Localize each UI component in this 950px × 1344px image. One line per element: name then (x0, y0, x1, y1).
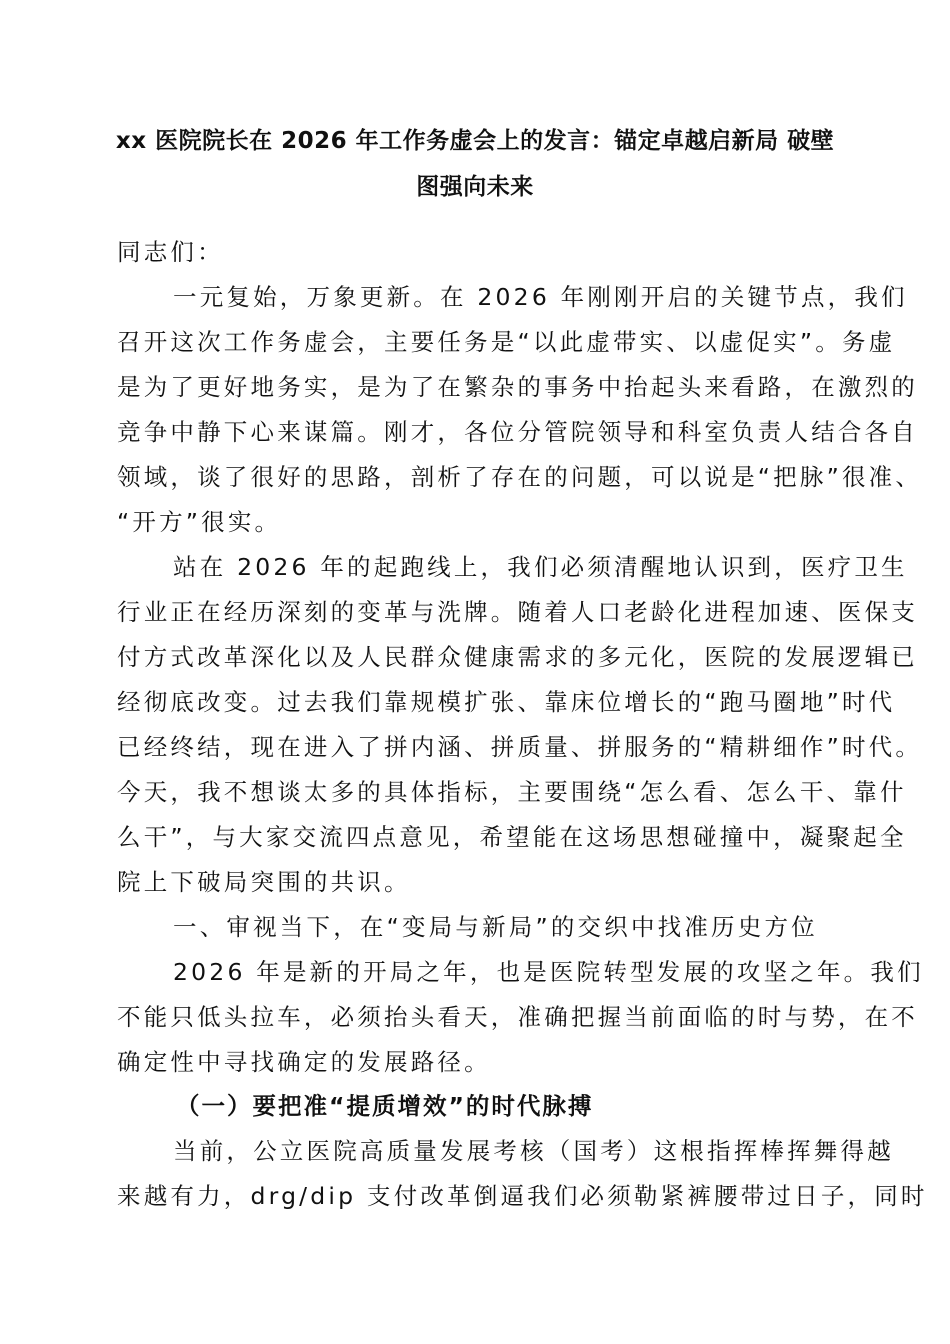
body-line: 站在 2026 年的起跑线上，我们必须清醒地认识到，医疗卫生 (173, 553, 908, 581)
body-line: 当前，公立医院高质量发展考核（国考）这根指挥棒挥舞得越 (173, 1137, 894, 1165)
body-line: 不能只低头拉车，必须抬头看天，准确把握当前面临的时与势，在不 (117, 1003, 918, 1031)
body-line: 今天，我不想谈太多的具体指标，主要围绕“怎么看、怎么干、靠什 (117, 778, 907, 806)
body-line: 经彻底改变。过去我们靠规模扩张、靠床位增长的“跑马圈地”时代 (117, 688, 896, 716)
body-line: 一元复始，万象更新。在 2026 年刚刚开启的关键节点，我们 (173, 283, 908, 311)
body-line: 竞争中静下心来谋篇。刚才，各位分管院领导和科室负责人结合各自 (117, 418, 918, 446)
body-line: 领域，谈了很好的思路，剖析了存在的问题，可以说是“把脉”很准、 (117, 463, 923, 491)
body-line: 是为了更好地务实，是为了在繁杂的事务中抬起头来看路，在激烈的 (117, 373, 918, 401)
title-line-1: xx 医院院长在 2026 年工作务虚会上的发言：锚定卓越启新局 破壁 (115, 128, 835, 154)
title-line-2: 图强向未来 (416, 174, 534, 200)
body-line: 已经终结，现在进入了拼内涵、拼质量、拼服务的“精耕细作”时代。 (117, 733, 923, 761)
body-line: 确定性中寻找确定的发展路径。 (117, 1048, 491, 1076)
section-heading: 一、审视当下，在“变局与新局”的交织中找准历史方位 (173, 913, 818, 941)
document-title (100, 118, 850, 210)
salutation: 同志们： (117, 238, 224, 266)
subsection-heading: （一）要把准“提质增效”的时代脉搏 (176, 1092, 594, 1120)
body-line: 院上下破局突围的共识。 (117, 868, 411, 896)
body-line: 召开这次工作务虚会，主要任务是“以此虚带实、以虚促实”。务虚 (117, 328, 896, 356)
body-line: 行业正在经历深刻的变革与洗牌。随着人口老龄化进程加速、医保支 (117, 598, 918, 626)
body-line: 来越有力，drg/dip 支付改革倒逼我们必须勒紧裤腰带过日子，同时 (117, 1182, 928, 1210)
body-line: 2026 年是新的开局之年，也是医院转型发展的攻坚之年。我们 (173, 958, 924, 986)
body-line: “开方”很实。 (117, 508, 282, 536)
body-line: 么干”，与大家交流四点意见，希望能在这场思想碰撞中，凝聚起全 (117, 823, 907, 851)
body-line: 付方式改革深化以及人民群众健康需求的多元化，医院的发展逻辑已 (117, 643, 918, 671)
